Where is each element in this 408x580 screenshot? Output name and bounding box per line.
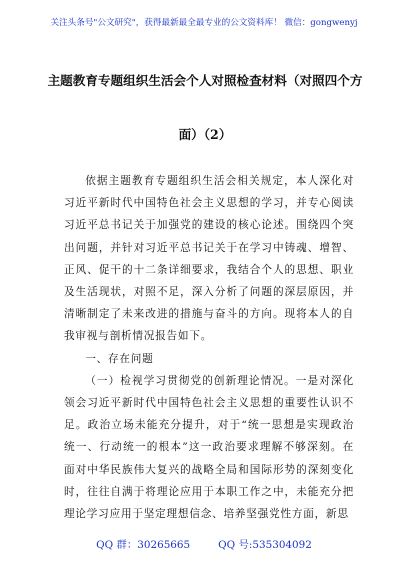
document-body [64, 170, 354, 525]
issue-paragraph: （一）检视学习贯彻党的创新理论情况。一是对深化领会习近平新时代中国特色社会主义思想的重要性认识不足。政治立场未能充分提升，对于“统一思想是实现政治统一、行动统一的根本”这一政治要求理解不够深刻。在面对中华民族伟大复兴的战略全局和国际形势的深刻变化时，往往自满于将理论应用于本职工作之中，未能充分把理论学习应用于坚定理想信念、培养坚强党性方面，新思 [64, 374, 354, 521]
header-notice: 关注头条号"公文研究"，获得最新最全最专业的公文资料库！ 微信：gongwenyj [50, 18, 358, 28]
intro-paragraph: 依据主题教育专题组织生活会相关规定，本人深化对习近平新时代中国特色社会主义思想的学习，并专心阅读习近平总书记关于加强党的建设的核心论述。围绕四个突出问题，并针对习近平总书记关于在学习中铸魂、增智、正风、促干的十二条详细要求，我结合个人的思想、职业及生活现状，对照不足，深入分析了问题的深层原因，并清晰制定了未来改进的措施与奋斗的方向。现将本人的自我审视与剖析情况报告如下。 [64, 175, 354, 343]
section-heading: 一、存在问题 [85, 352, 154, 365]
footer-qq-group: QQ 群：30265665 [96, 539, 191, 551]
document-title-line-1: 主题教育专题组织生活会个人对照检查材料（对照四个方 [47, 73, 363, 88]
document-title-line-2: 面）（2） [178, 127, 232, 142]
footer-qq-number: QQ 号:535304092 [218, 539, 312, 551]
footer [0, 536, 408, 551]
